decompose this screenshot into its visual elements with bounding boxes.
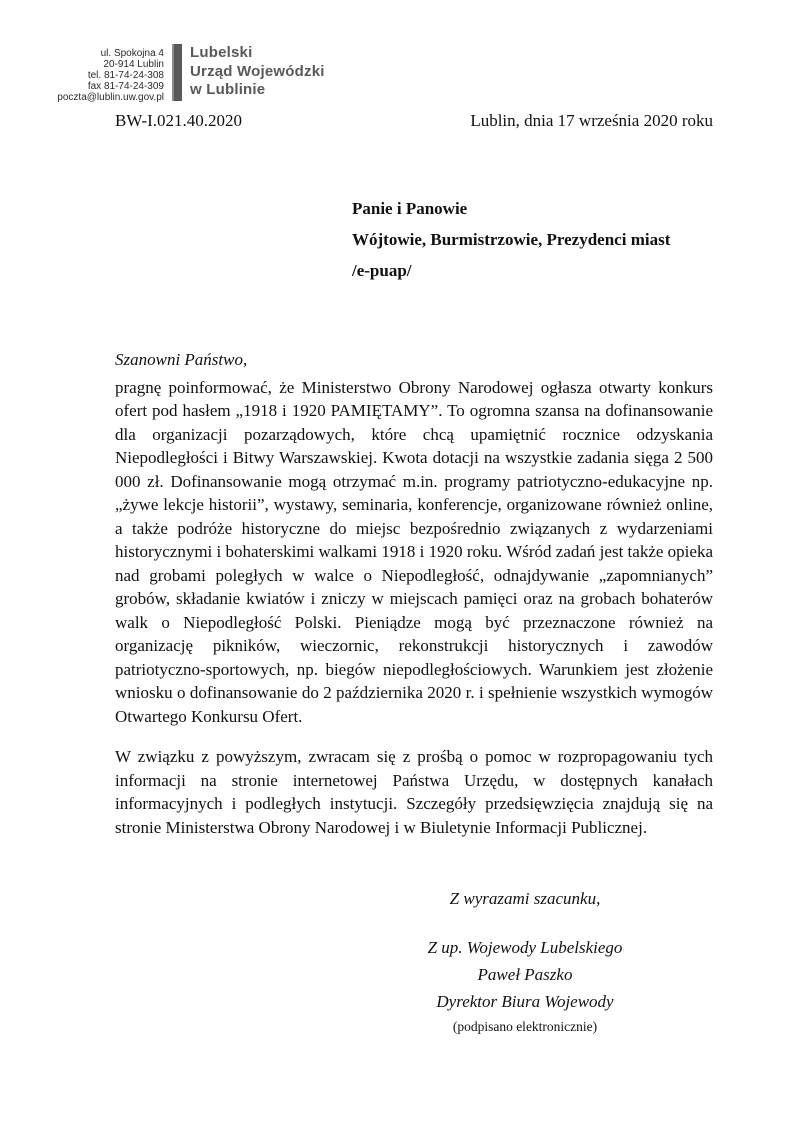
office-logo xyxy=(190,44,325,100)
signature-name: Paweł Paszko xyxy=(477,965,573,984)
signature-authority: Z up. Wojewody Lubelskiego xyxy=(427,938,623,957)
logo-line-3: w Lublinie xyxy=(190,81,266,98)
contact-fax: fax 81-74-24-309 xyxy=(87,81,164,92)
letterhead xyxy=(46,44,325,103)
contact-address-city: 20-914 Lublin xyxy=(103,59,164,70)
logo-line-2: Urząd Wojewódzki xyxy=(190,62,325,80)
contact-address-street: ul. Spokojna 4 xyxy=(100,48,164,59)
reference-number: BW-I.021.40.2020 xyxy=(115,111,243,130)
signature-title: Dyrektor Biura Wojewody xyxy=(436,992,614,1011)
reference-row xyxy=(115,111,713,131)
contact-block xyxy=(46,44,164,103)
recipient-line-1: Panie i Panowie xyxy=(352,199,468,218)
recipient-block xyxy=(352,193,670,286)
body-paragraph-1: pragnę poinformować, że Ministerstwo Obrony Narodowej ogłasza otwarty konkurs ofert pod hasłem „1918 i 1920 PAMIĘTAMY”. To ogromna szansa na dofinansowanie dla organizacji pozarządowych, które chcą upamiętnić rocznice odzyskania Niepodległości i Bitwy Warszawskiej. Kwota dotacji na wszystkie zadania sięga 2 500 000 zł. Dofinansowanie mogą otrzymać m.in. programy patriotyczno-edukacyjne np. „żywe lekcje historii”, wystawy, seminaria, konferencje, organizowane również online, a także podróże historyczne do miejsc bezpośrednio związanych z wydarzeniami historycznymi i bohaterskimi walkami 1918 i 1920 roku. Wśród zadań jest także opieka nad grobami poległych w walce o Niepodległość, odnajdywanie „zapomnianych” grobów, składanie kwiatów i zniczy w miejscach pamięci oraz na grobach bohaterów walk o Niepodległość Polski. Pieniądze mogą być przeznaczone również na organizację pikników, wieczornic, rekonstrukcji historycznych i zawodów patriotyczno-sportowych, np. biegów niepodległościowych. Warunkiem jest złożenie wniosku o dofinansowanie do 2 października 2020 r. i spełnienie wszystkich wymogów Otwartego Konkursu Ofert. xyxy=(115,377,713,726)
valediction: Z wyrazami szacunku, xyxy=(449,889,601,908)
letter-body xyxy=(115,348,713,839)
closing-block xyxy=(330,885,720,1039)
body-paragraph-2: W związku z powyższym, zwracam się z prośbą o pomoc w rozpropagowaniu tych informacji na stronie internetowej Państwa Urzędu, w dostępnych kanałach informacyjnych i podległych instytucji. Szczegóły przedsięwzięcia znajdują się na stronie Ministerstwa Obrony Narodowej i w Biuletynie Informacji Publicznej. xyxy=(115,747,713,837)
letter-date: Lublin, dnia 17 września 2020 roku xyxy=(470,111,713,130)
contact-phone: tel. 81-74-24-308 xyxy=(87,70,164,81)
contact-email: poczta@lublin.uw.gov.pl xyxy=(57,92,164,103)
signature-note: (podpisano elektronicznie) xyxy=(452,1019,598,1034)
recipient-line-3: /e-puap/ xyxy=(352,261,412,280)
logo-line-1: Lubelski xyxy=(190,44,253,61)
recipient-line-2: Wójtowie, Burmistrzowie, Prezydenci miast xyxy=(352,230,671,249)
salutation: Szanowni Państwo, xyxy=(115,350,248,369)
logo-bar-icon xyxy=(172,44,182,101)
